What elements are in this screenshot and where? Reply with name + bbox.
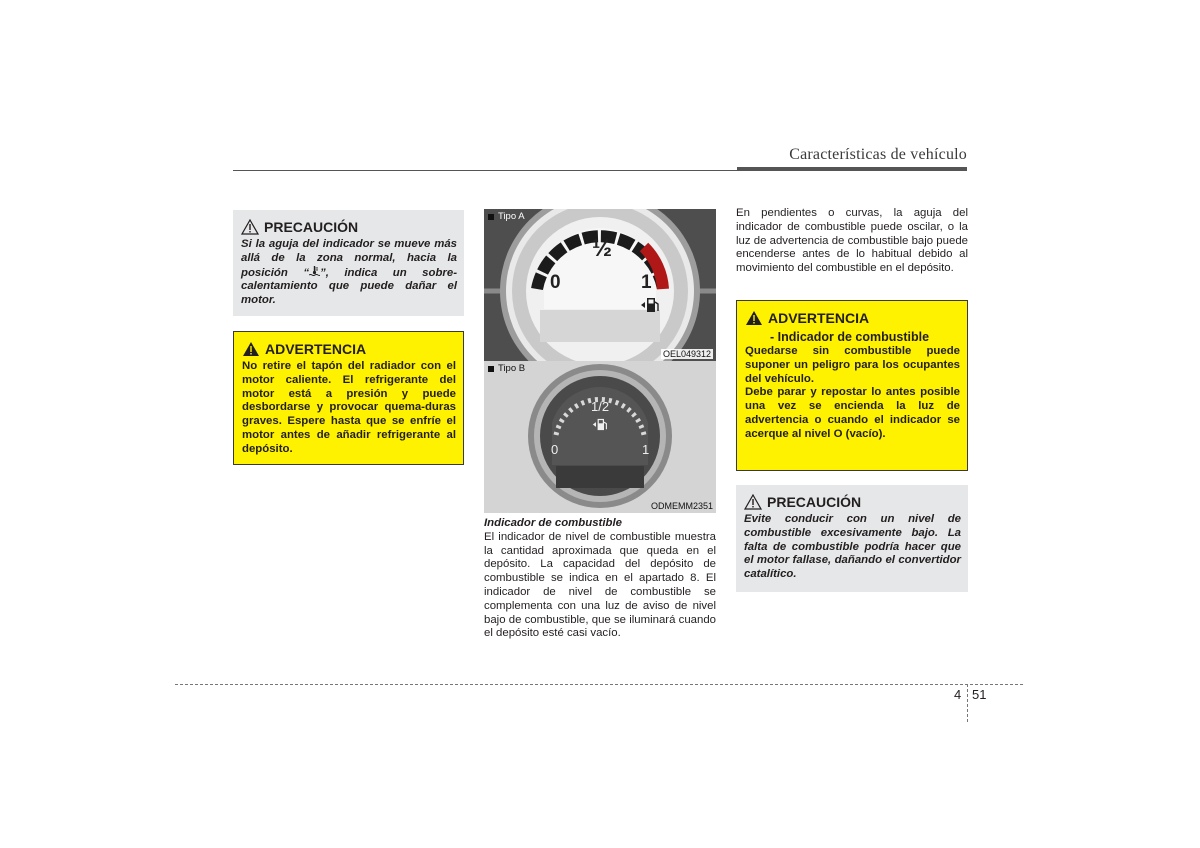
warning-triangle-icon: [242, 341, 260, 357]
footer-page-separator: [967, 684, 968, 722]
fuel-pump-icon: [592, 417, 608, 432]
fuel-gauge-description: [484, 517, 716, 641]
slope-note-paragraph: En pendientes o curvas, la aguja del indicador de combustible puede oscilar, o la luz de advertencia de combustible bajo puede encenderse antes de lo habitual debido al movimiento del combustible en el depósito.: [736, 207, 968, 275]
header-accent-bar: [737, 167, 967, 171]
warning-text: No retire el tapón del radiador con el motor caliente. El refrigerante del motor está a presión y puede desbordarse y provocar quema-duras graves. Espere hasta que se enfríe el motor antes de añadir refrigerante al depósito.: [242, 360, 456, 455]
warning-heading: ADVERTENCIA: [265, 341, 367, 357]
chapter-number: 4: [954, 687, 962, 702]
fuel-pump-icon: [640, 296, 660, 314]
warning-subheading: - Indicador de combustible: [770, 330, 930, 344]
gauge-a-mark-empty: 0: [550, 272, 561, 293]
warning-text-2: Debe parar y repostar lo antes posible una vez se encienda la luz de advertencia o cuando el indicador se acerque al nivel O (vacío).: [745, 386, 960, 440]
warning-triangle-icon: [745, 310, 763, 326]
fuel-gauge-type-a-image: [484, 209, 716, 361]
gauge-b-mark-empty: 0: [551, 442, 559, 457]
warning-heading: ADVERTENCIA: [768, 310, 870, 326]
gauge-a-mark-full: 1: [641, 272, 652, 293]
gauge-b-mark-half: 1/2: [591, 399, 610, 414]
fuel-gauge-caption-text: El indicador de nivel de combustible muestra la cantidad aproximada que queda en el depósito. La capacidad del depósito de combustible se indica en el apartado 8. El indicador de nivel de combustible se complementa con una luz de aviso de nivel bajo de combustible, que se iluminará cuando el depósito esté casi vacío.: [484, 530, 716, 640]
page-header-title: Características de vehículo: [789, 146, 967, 163]
gauge-b-mark-full: 1: [642, 442, 650, 457]
warning-box-radiator: [233, 331, 464, 465]
gauge-a-mark-half: ½: [592, 235, 613, 262]
caution-text: Evite conducir con un nivel de combustible excesivamente bajo. La falta de combustible podría hacer que el motor fallase, dañando el convertidor catalítico.: [744, 513, 961, 581]
warning-text-1: Quedarse sin combustible puede suponer un peligro para los ocupantes del vehículo.: [745, 345, 960, 385]
page-number: 51: [972, 687, 987, 702]
caution-box-low-fuel: [736, 485, 968, 592]
gauge-b-label: Tipo B: [498, 363, 526, 374]
gauge-a-label: Tipo A: [498, 211, 525, 222]
fuel-gauge-type-b-image: [484, 361, 716, 513]
footer-divider: [175, 684, 1023, 685]
coolant-temperature-icon: [309, 266, 320, 277]
gauge-b-figure-code: ODMEMM2351: [650, 501, 713, 511]
fuel-gauge-caption-title: Indicador de combustible: [484, 517, 622, 529]
caution-triangle-icon: [241, 219, 259, 235]
gauge-a-figure-code: OEL049312: [662, 349, 711, 359]
caution-triangle-icon: [744, 494, 762, 510]
warning-box-fuel: [736, 300, 968, 471]
caution-box-overheating: [233, 210, 464, 316]
caution-text: Si la aguja del indicador se mueve más allá de la zona normal, hacia la posición “ ”, indica un sobre-calentamiento que puede dañar el motor.: [241, 238, 457, 307]
caution-heading: PRECAUCIÓN: [767, 494, 862, 510]
caution-heading: PRECAUCIÓN: [264, 219, 359, 235]
